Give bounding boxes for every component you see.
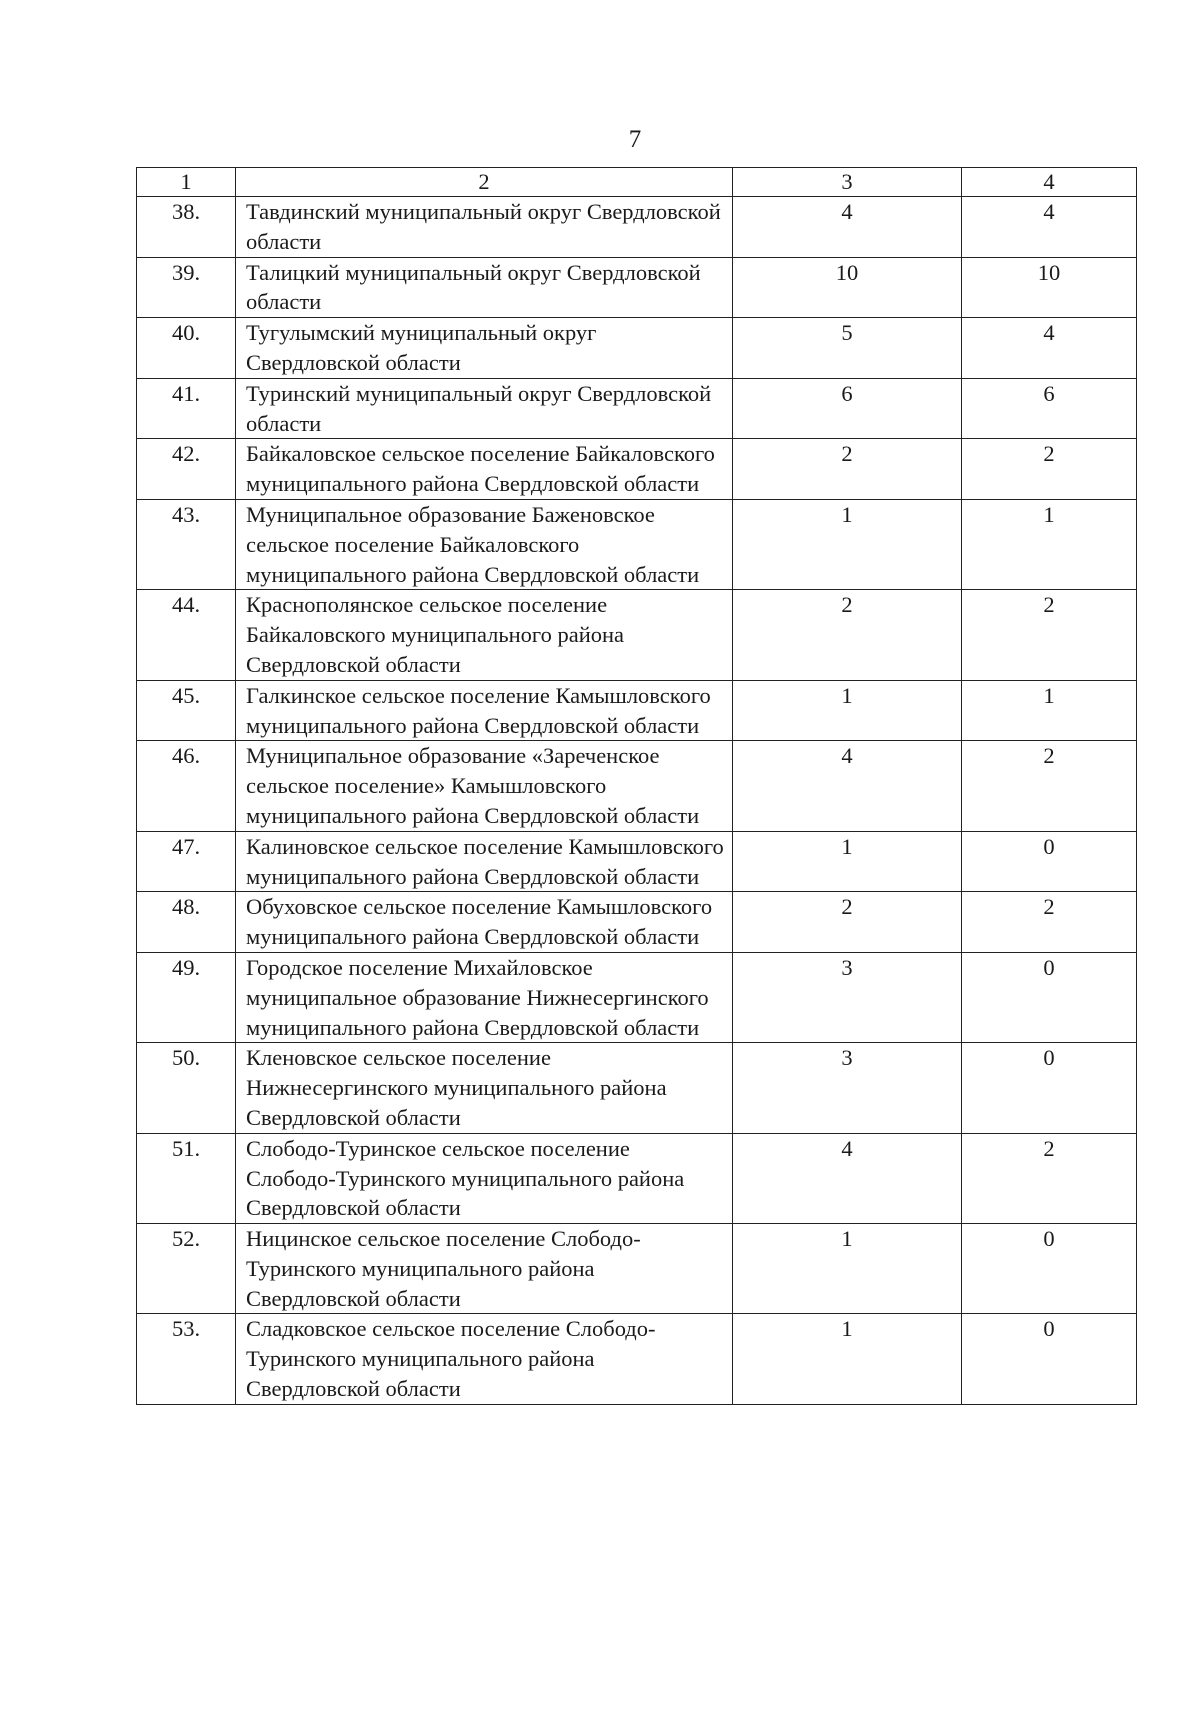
- allocation-table: [136, 167, 1137, 1405]
- table-row: [137, 892, 1137, 953]
- column-3-value: 1: [733, 1314, 962, 1404]
- row-number: 45.: [137, 680, 236, 741]
- column-3-value: 4: [733, 1133, 962, 1223]
- table-row: [137, 318, 1137, 379]
- municipality-name: Калиновское сельское поселение Камышловского муниципального района Свердловской области: [236, 831, 733, 892]
- column-4-value: 1: [962, 499, 1137, 589]
- row-number: 42.: [137, 439, 236, 500]
- column-3-value: 3: [733, 1043, 962, 1133]
- municipality-name: Тугулымский муниципальный округ Свердловской области: [236, 318, 733, 379]
- table-row: [137, 952, 1137, 1042]
- table-row: [137, 197, 1137, 258]
- column-3-value: 1: [733, 831, 962, 892]
- column-3-value: 2: [733, 590, 962, 680]
- row-number: 47.: [137, 831, 236, 892]
- column-3-value: 10: [733, 257, 962, 318]
- column-number-1: 1: [137, 168, 236, 197]
- table-row: [137, 1314, 1137, 1404]
- column-4-value: 2: [962, 892, 1137, 953]
- column-4-value: 4: [962, 197, 1137, 258]
- row-number: 38.: [137, 197, 236, 258]
- table-row: [137, 741, 1137, 831]
- column-3-value: 4: [733, 741, 962, 831]
- column-4-value: 2: [962, 741, 1137, 831]
- table-row: [137, 1133, 1137, 1223]
- table-row: [137, 1043, 1137, 1133]
- column-3-value: 1: [733, 499, 962, 589]
- municipality-name: Туринский муниципальный округ Свердловской области: [236, 378, 733, 439]
- column-4-value: 0: [962, 1314, 1137, 1404]
- table-row: [137, 1224, 1137, 1314]
- municipality-name: Муниципальное образование «Зареченское сельское поселение» Камышловского муниципального района Свердловской области: [236, 741, 733, 831]
- column-4-value: 6: [962, 378, 1137, 439]
- column-4-value: 2: [962, 1133, 1137, 1223]
- column-4-value: 0: [962, 952, 1137, 1042]
- row-number: 49.: [137, 952, 236, 1042]
- municipality-name: Сладковское сельское поселение Слободо-Туринского муниципального района Свердловской области: [236, 1314, 733, 1404]
- municipality-name: Кленовское сельское поселение Нижнесергинского муниципального района Свердловской области: [236, 1043, 733, 1133]
- municipality-name: Талицкий муниципальный округ Свердловской области: [236, 257, 733, 318]
- municipality-name: Муниципальное образование Баженовское сельское поселение Байкаловского муниципального района Свердловской области: [236, 499, 733, 589]
- row-number: 50.: [137, 1043, 236, 1133]
- column-3-value: 1: [733, 680, 962, 741]
- row-number: 40.: [137, 318, 236, 379]
- column-3-value: 2: [733, 892, 962, 953]
- column-3-value: 2: [733, 439, 962, 500]
- column-3-value: 3: [733, 952, 962, 1042]
- row-number: 52.: [137, 1224, 236, 1314]
- column-3-value: 1: [733, 1224, 962, 1314]
- column-4-value: 0: [962, 831, 1137, 892]
- table-header-row: [137, 168, 1137, 197]
- row-number: 48.: [137, 892, 236, 953]
- municipality-name: Городское поселение Михайловское муниципальное образование Нижнесергинского муниципального района Свердловской области: [236, 952, 733, 1042]
- column-number-3: 3: [733, 168, 962, 197]
- column-number-2: 2: [236, 168, 733, 197]
- row-number: 43.: [137, 499, 236, 589]
- column-4-value: 1: [962, 680, 1137, 741]
- column-4-value: 2: [962, 590, 1137, 680]
- column-number-4: 4: [962, 168, 1137, 197]
- column-3-value: 4: [733, 197, 962, 258]
- column-4-value: 0: [962, 1224, 1137, 1314]
- table-row: [137, 439, 1137, 500]
- municipality-name: Байкаловское сельское поселение Байкаловского муниципального района Свердловской области: [236, 439, 733, 500]
- page-number: 7: [628, 126, 642, 153]
- column-3-value: 5: [733, 318, 962, 379]
- row-number: 44.: [137, 590, 236, 680]
- column-3-value: 6: [733, 378, 962, 439]
- table-row: [137, 378, 1137, 439]
- table-row: [137, 257, 1137, 318]
- table-row: [137, 499, 1137, 589]
- municipality-name: Ницинское сельское поселение Слободо-Туринского муниципального района Свердловской области: [236, 1224, 733, 1314]
- column-4-value: 4: [962, 318, 1137, 379]
- row-number: 46.: [137, 741, 236, 831]
- row-number: 53.: [137, 1314, 236, 1404]
- municipality-name: Слободо-Туринское сельское поселение Слободо-Туринского муниципального района Свердловской области: [236, 1133, 733, 1223]
- column-4-value: 0: [962, 1043, 1137, 1133]
- municipality-name: Тавдинский муниципальный округ Свердловской области: [236, 197, 733, 258]
- column-4-value: 10: [962, 257, 1137, 318]
- table-row: [137, 590, 1137, 680]
- municipality-name: Галкинское сельское поселение Камышловского муниципального района Свердловской области: [236, 680, 733, 741]
- table-row: [137, 680, 1137, 741]
- column-4-value: 2: [962, 439, 1137, 500]
- row-number: 39.: [137, 257, 236, 318]
- municipality-name: Краснополянское сельское поселение Байкаловского муниципального района Свердловской области: [236, 590, 733, 680]
- table-row: [137, 831, 1137, 892]
- row-number: 41.: [137, 378, 236, 439]
- row-number: 51.: [137, 1133, 236, 1223]
- municipality-name: Обуховское сельское поселение Камышловского муниципального района Свердловской области: [236, 892, 733, 953]
